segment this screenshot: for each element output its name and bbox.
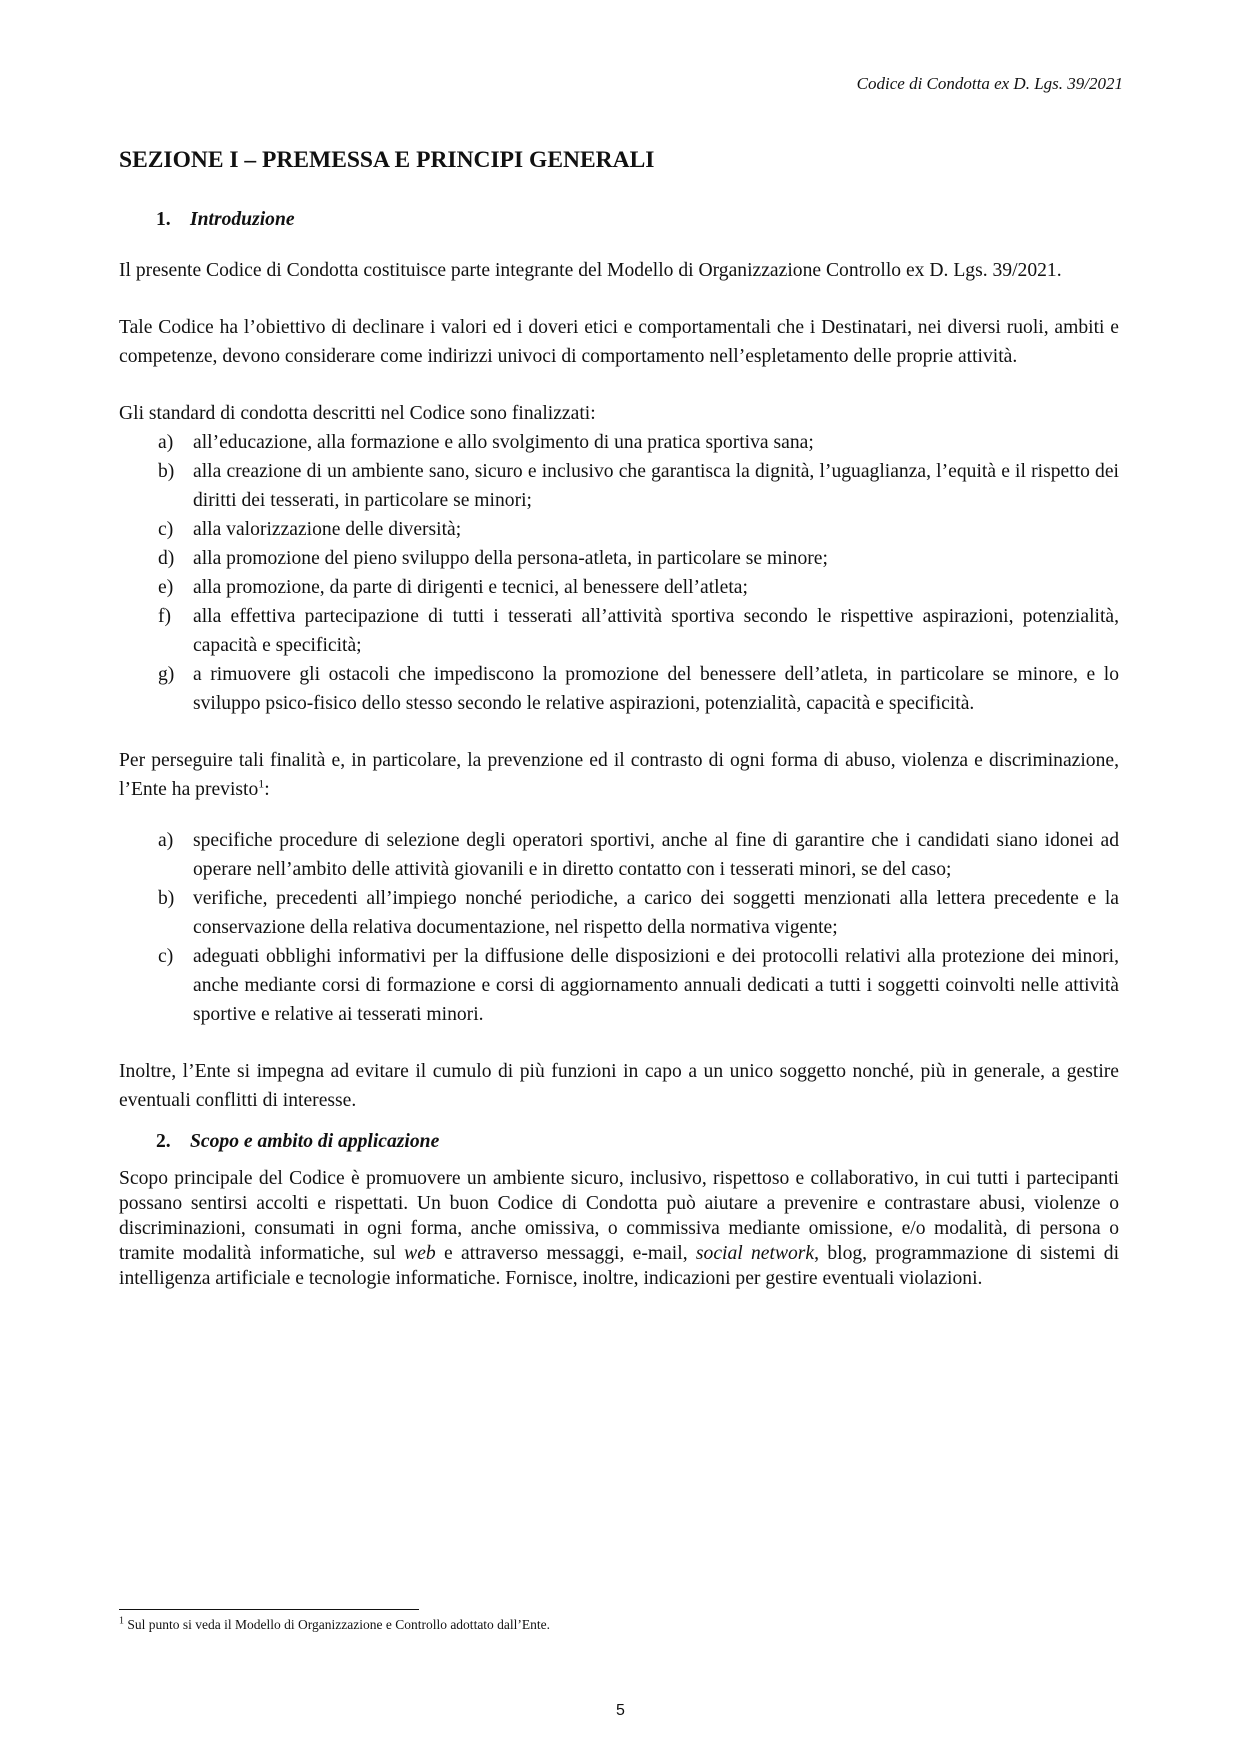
list-item-text: alla promozione, da parte di dirigenti e tecnici, al benessere dell’atleta; (193, 577, 748, 598)
list-item (119, 884, 1119, 942)
list-marker: b) (158, 888, 175, 909)
paragraph-text: Per perseguire tali finalità e, in particolare, la prevenzione ed il contrasto di ogni forma di abuso, violenza e discriminazione, l’Ente ha previsto (119, 750, 1119, 800)
paragraph-intro-5: Inoltre, l’Ente si impegna ad evitare il cumulo di più funzioni in capo a un unico soggetto nonché, più in generale, a gestire eventuali conflitti di interesse. (119, 1061, 1119, 1111)
page-number: 5 (616, 1702, 625, 1719)
list-marker: c) (158, 946, 174, 967)
paragraph-intro-3: Gli standard di condotta descritti nel Codice sono finalizzati: (119, 403, 596, 424)
list-item (119, 942, 1119, 1029)
heading-scopo (119, 1127, 1119, 1156)
heading-title: Scopo e ambito di applicazione (190, 1131, 440, 1152)
paragraph-intro-2: Tale Codice ha l’obiettivo di declinare i valori ed i doveri etici e comportamentali che i Destinatari, nei diversi ruoli, ambiti e competenze, devono considerare come indirizzi univoci di comportamento nell’espletamento delle proprie attività. (119, 317, 1119, 367)
list-marker: f) (158, 606, 172, 627)
paragraph-intro-4 (119, 746, 1119, 804)
list-item (119, 515, 1119, 544)
section-title: SEZIONE I – PREMESSA E PRINCIPI GENERALI (119, 147, 655, 173)
paragraph-text: e attraverso messaggi, e-mail, (435, 1243, 696, 1264)
heading-title: Introduzione (190, 209, 295, 230)
list-item (119, 544, 1119, 573)
list-item-text: alla promozione del pieno sviluppo della persona-atleta, in particolare se minore; (193, 548, 828, 569)
list-marker: c) (158, 519, 174, 540)
list-item (119, 602, 1119, 660)
list-item (119, 428, 1119, 457)
paragraph-text: Scopo principale del Codice è promuovere un ambiente sicuro, inclusivo, rispettoso e collaborativo, in cui tutti i partecipanti possano sentirsi accolti e rispettati. Un buon Codice di Condotta può aiutare a prevenire e contrastare abusi, violenze o discriminazioni, consumati in ogni forma, anche omissiva, o commissiva mediante omissione, e/o modalità, di persona o tramite modalità informatiche, sul (119, 1168, 1119, 1264)
footnote-text: Sul punto si veda il Modello di Organizzazione e Controllo adottato dall’Ente. (127, 1617, 551, 1632)
page-body (119, 145, 1119, 1291)
list-item-text: alla effettiva partecipazione di tutti i tesserati all’attività sportiva secondo le rispettive aspirazioni, potenzialità, capacità e specificità; (193, 606, 1119, 656)
list-marker: b) (158, 461, 175, 482)
list-item (119, 826, 1119, 884)
running-header: Codice di Condotta ex D. Lgs. 39/2021 (856, 74, 1123, 93)
heading-number: 2. (156, 1131, 171, 1152)
footnote-separator (119, 1609, 419, 1610)
footnote-number: 1 (119, 1615, 124, 1627)
list-marker: e) (158, 577, 174, 598)
list-item-text: alla creazione di un ambiente sano, sicuro e inclusivo che garantisca la dignità, l’uguaglianza, l’equità e il rispetto dei diritti dei tesserati, in particolare se minori; (193, 461, 1119, 511)
list-item (119, 457, 1119, 515)
list-item-text: alla valorizzazione delle diversità; (193, 519, 462, 540)
paragraph-scopo (119, 1166, 1119, 1291)
list-marker: d) (158, 548, 175, 569)
list-marker: a) (158, 830, 174, 851)
list-marker: g) (158, 664, 175, 685)
list-marker: a) (158, 432, 174, 453)
emphasis-web: web (404, 1243, 436, 1264)
emphasis-social-network: social network (695, 1243, 815, 1264)
list-item-text: adeguati obblighi informativi per la diffusione delle disposizioni e dei protocolli relativi alla protezione dei minori, anche mediante corsi di formazione e corsi di aggiornamento annuali dedicati a tutti i soggetti coinvolti nelle attività sportive e relative ai tesserati minori. (193, 946, 1119, 1025)
list-item (119, 573, 1119, 602)
heading-introduzione (119, 205, 1119, 234)
paragraph-intro-1: Il presente Codice di Condotta costituisce parte integrante del Modello di Organizzazione Controllo ex D. Lgs. 39/2021. (119, 260, 1062, 281)
list-standard-condotta (119, 428, 1119, 718)
list-item-text: specifiche procedure di selezione degli operatori sportivi, anche al fine di garantire che i candidati siano idonei ad operare nell’ambito delle attività giovanili e in diretto contatto con i tesserati minori, se del caso; (193, 830, 1119, 880)
list-item-text: a rimuovere gli ostacoli che impediscono la promozione del benessere dell’atleta, in particolare se minore, e lo sviluppo psico-fisico dello stesso secondo le relative aspirazioni, potenzialità, capacità e specificità. (193, 664, 1119, 714)
paragraph-punctuation: : (264, 779, 270, 800)
paragraph-text: , blog, programmazione di sistemi di intelligenza artificiale e tecnologie informatiche. Fornisce, inoltre, indicazioni per gestire eventuali violazioni. (119, 1243, 1120, 1289)
footnote-reference[interactable]: 1 (258, 776, 265, 791)
footnote (119, 1616, 1019, 1634)
list-item-text: verifiche, precedenti all’impiego nonché periodiche, a carico dei soggetti menzionati alla lettera precedente e la conservazione della relativa documentazione, nel rispetto della normativa vigente; (193, 888, 1119, 938)
list-previsioni-ente (119, 826, 1119, 1029)
heading-number: 1. (156, 209, 171, 230)
list-item (119, 660, 1119, 718)
list-item-text: all’educazione, alla formazione e allo svolgimento di una pratica sportiva sana; (193, 432, 814, 453)
